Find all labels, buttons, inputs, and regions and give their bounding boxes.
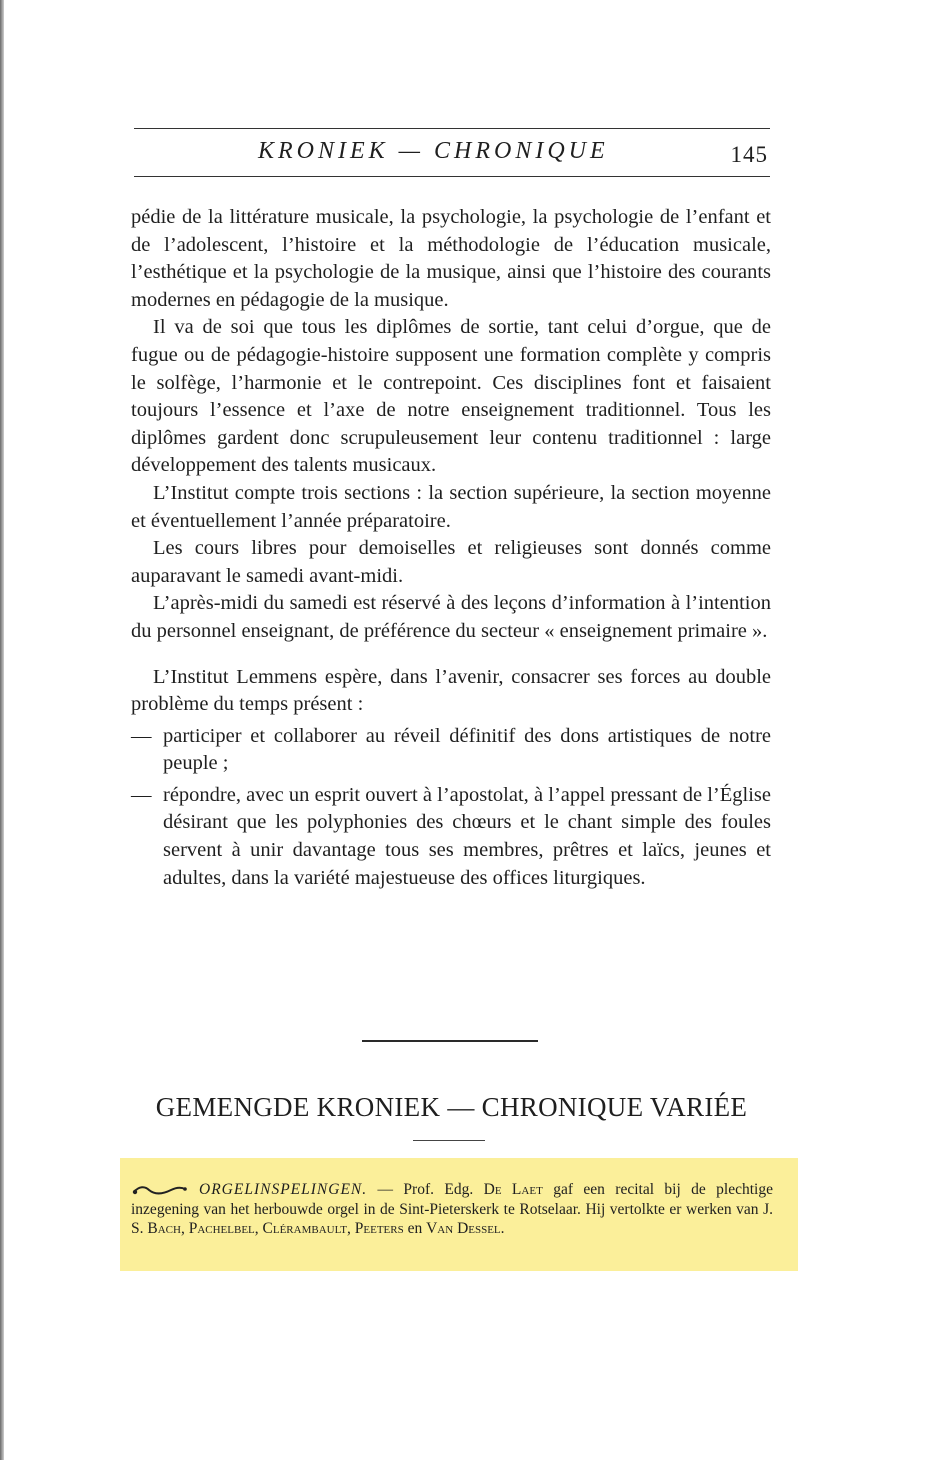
- composer-name: Bach: [147, 1220, 181, 1237]
- running-header-title: KRONIEK — CHRONIQUE: [258, 138, 609, 164]
- note-text: .: [500, 1220, 505, 1237]
- section-heading: GEMENGDE KRONIEK — CHRONIQUE VARIÉE: [155, 1092, 748, 1122]
- page-edge: [0, 0, 4, 1460]
- paragraph: L’Institut Lemmens espère, dans l’avenir, consacrer ses forces au double problème du temps présent :: [131, 665, 771, 716]
- paragraph: pédie de la littérature musicale, la psychologie, la psychologie de l’enfant et de l’adolescent, l’histoire et la méthodologie de l’éducation musicale, l’esthétique et la psychologie de la musique, ainsi que l’histoire des courants modernes en pédagogie de la musique.: [131, 206, 771, 311]
- separator: ,: [180, 1220, 189, 1237]
- dash-bullet: —: [131, 724, 152, 747]
- section-divider: [362, 1040, 538, 1042]
- separator: ,: [254, 1220, 263, 1237]
- body-text: [131, 204, 771, 892]
- separator: ,: [347, 1220, 355, 1237]
- paragraph: Les cours libres pour demoiselles et religieuses sont donnés comme auparavant le samedi avant-midi.: [131, 537, 771, 587]
- list-item: [131, 782, 771, 892]
- list-item-text: participer et collaborer au réveil définitif des dons artistiques de notre peuple ;: [163, 724, 771, 775]
- header-top-rule: [134, 128, 770, 129]
- note-paragraph: [131, 1180, 773, 1239]
- composer-name: Van Dessel: [426, 1220, 501, 1237]
- paragraph: Il va de soi que tous les diplômes de sortie, tant celui d’orgue, que de fugue ou de pédagogie-histoire supposent une formation complète y compris le solfège, l’harmonie et le contrepoint. Ces disciplines font et faisaient toujours l’essence et l’axe de notre enseignement traditionnel. Tous les diplômes gardent donc scrupuleusement leur contenu traditionnel : large développement des talents musicaux.: [131, 316, 771, 477]
- paragraph: L’après-midi du samedi est réservé à des leçons d’information à l’intention du personnel enseignant, de préférence du secteur « enseignement primaire ».: [131, 592, 771, 642]
- list-item: [131, 723, 771, 778]
- composer-name: Clérambault: [262, 1220, 348, 1237]
- heading-underline: [413, 1140, 485, 1141]
- note-text: gaf een recital bij de plechtige inzegening van het herbouwde orgel in de Sint-Pieterskerk te Rotselaar. Hij vertolkte er werken van J. S.: [131, 1181, 773, 1237]
- running-header: [132, 138, 770, 172]
- dash-bullet: —: [131, 783, 152, 806]
- list-item-text: répondre, avec un esprit ouvert à l’apostolat, à l’appel pressant de l’Église désirant que les polyphonies des chœurs et le chant simple des foules servent à unir davantage tous ses membres, prêtres et laïcs, jeunes et adultes, dans la variété majestueuse des offices liturgiques.: [163, 783, 771, 889]
- note-text: — Prof. Edg.: [367, 1181, 484, 1198]
- note-label: ORGELINSPELINGEN.: [199, 1181, 368, 1198]
- header-bottom-rule: [134, 176, 770, 177]
- composer-name: Peeters: [354, 1220, 404, 1237]
- note-text: en: [403, 1220, 427, 1237]
- paragraph: L’Institut compte trois sections : la section supérieure, la section moyenne et éventuellement l’année préparatoire.: [131, 481, 771, 532]
- flourish-ornament-icon: [131, 1183, 189, 1197]
- page-number: 145: [730, 142, 768, 167]
- composer-name: Pachelbel: [188, 1220, 255, 1237]
- person-name: De Laet: [483, 1181, 543, 1198]
